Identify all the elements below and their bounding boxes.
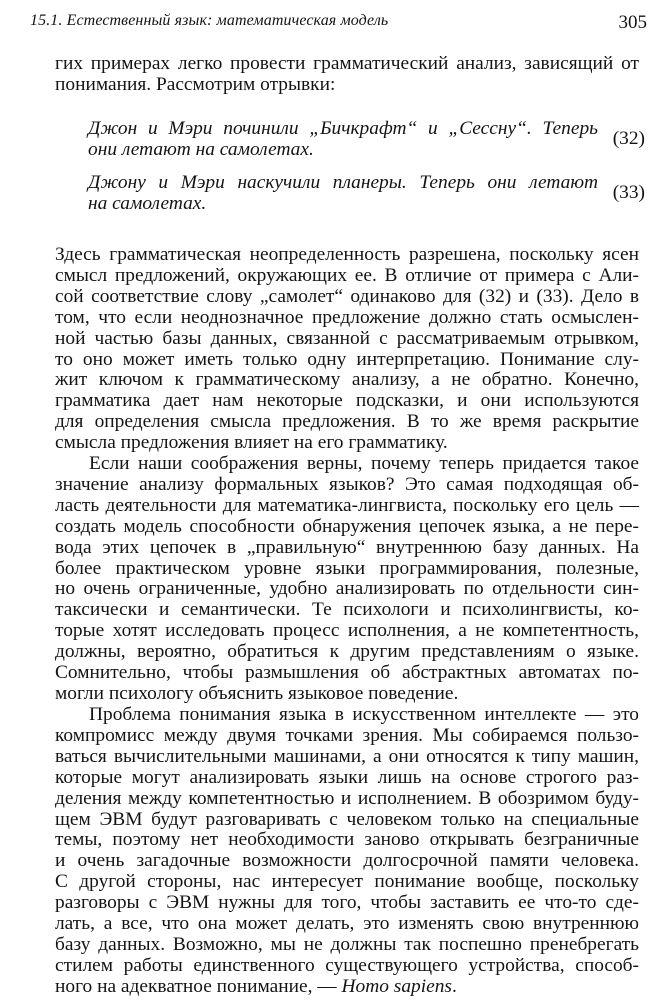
- intro-text: [55, 54, 639, 96]
- text-line: ваться вычислительными машинами, а они относятся к типу машин,: [55, 745, 639, 767]
- text-line: и очень загадочные возможности долгосрочной памяти человека.: [55, 850, 639, 872]
- text-line: ной частью базы данных, связанной с рассматриваемым отрывком,: [55, 327, 639, 349]
- text-line: смысл предложений, окружающих ее. В отличие от примера с Али-: [55, 264, 639, 286]
- text-line: жит ключом к грамматическому анализу, а не обратно. Конечно,: [55, 369, 639, 391]
- text-line: Если наши соображения верны, почему теперь придается такое: [89, 453, 639, 474]
- text-line: более практическом уровне языки программирования, полезные,: [55, 557, 639, 579]
- text-line: темы, поэтому нет необходимости заново открывать безграничные: [55, 829, 639, 851]
- text-line: для определения смысла предложения. В то же время раскрытие: [55, 411, 639, 433]
- example-line: Джон и Мэри починили „Бичкрафт“ и „Сессну“. Теперь: [88, 118, 598, 139]
- example-line: они летают на самолетах.: [88, 138, 314, 160]
- paragraph-1: [55, 245, 639, 454]
- text-line: гих примерах легко провести грамматический анализ, зависящий от: [55, 53, 639, 74]
- text-line: могли психологу объяснить языковое поведение.: [55, 682, 459, 704]
- text-line: то оно может иметь только одну интерпретацию. Понимание слу-: [55, 348, 639, 370]
- page-number: 305: [618, 12, 647, 33]
- text-line: том, что если неоднозначное предложение должно стать осмыслен-: [55, 306, 639, 328]
- text-line: ласть деятельности для математика-лингвиста, поскольку его цель —: [55, 494, 639, 516]
- text-line: С другой стороны, нас интересует понимание вообще, поскольку: [55, 871, 639, 893]
- final-line-prefix: ного на адекватное понимание, —: [55, 975, 342, 997]
- homo-sapiens-term: Homo sapiens: [341, 975, 452, 997]
- text-line: лать, а все, что она может делать, это изменять свою внутреннюю: [55, 913, 639, 935]
- text-line: таксически и семантически. Те психологи и психолингвисты, ко-: [55, 599, 639, 621]
- text-line: базу данных. Возможно, мы не должны так поспешно пренебрегать: [55, 933, 639, 955]
- example-number-32: (32): [612, 128, 645, 149]
- example-line: Джону и Мэри наскучили планеры. Теперь они летают: [88, 172, 598, 193]
- final-line-suffix: .: [451, 975, 457, 997]
- text-line: разговоры с ЭВМ нужны для того, чтобы заставить ее что-то сде-: [55, 892, 639, 914]
- text-line: значение анализу формальных языков? Это самая подходящая об-: [55, 473, 639, 495]
- text-line: смысла предложения влияет на его грамматику.: [55, 432, 448, 454]
- text-line: грамматика дает нам некоторые подсказки, и они используются: [55, 390, 639, 412]
- text-line: Здесь грамматическая неопределенность разрешена, поскольку ясен: [55, 244, 639, 265]
- text-line: понимания. Рассмотрим отрывки:: [55, 73, 336, 95]
- example-number-33: (33): [612, 182, 645, 203]
- text-line: стилем работы единственного существующего устройства, способ-: [55, 954, 639, 976]
- text-line: деления между компетентностью и исполнением. В обозримом буду-: [55, 787, 639, 809]
- paragraph-2: [55, 454, 639, 705]
- text-line: торые хотят исследовать процесс исполнения, а не компетентность,: [55, 620, 639, 642]
- text-line: создать модель способности обнаружения цепочек языка, а не пере-: [55, 515, 639, 537]
- text-line: компромисс между двумя точками зрения. Мы собираемся пользо-: [55, 724, 639, 746]
- example-33: [88, 173, 598, 215]
- example-32: [88, 119, 598, 161]
- text-line: но очень ограниченные, удобно анализировать по отдельности син-: [55, 578, 639, 600]
- text-line: Проблема понимания языка в искусственном интеллекте — это: [89, 704, 639, 725]
- text-line: Сомнительно, чтобы размышления об абстрактных автоматах по-: [55, 662, 639, 684]
- text-line: должны, вероятно, обратиться к другим представлениям о языке.: [55, 641, 639, 663]
- running-header: 15.1. Естественный язык: математическая модель: [30, 12, 389, 29]
- paragraph-3: [55, 705, 639, 998]
- example-line: на самолетах.: [88, 192, 207, 214]
- text-line: которые могут анализировать языки лишь на основе строгого раз-: [55, 766, 639, 788]
- text-line-final: [55, 977, 639, 998]
- text-line: щем ЭВМ будут разговаривать с человеком только на специальные: [55, 808, 639, 830]
- text-line: сой соответствие слову „самолет“ одинаково для (32) и (33). Дело в: [55, 285, 639, 307]
- text-line: вода этих цепочек в „правильную“ внутреннюю базу данных. На: [55, 536, 639, 558]
